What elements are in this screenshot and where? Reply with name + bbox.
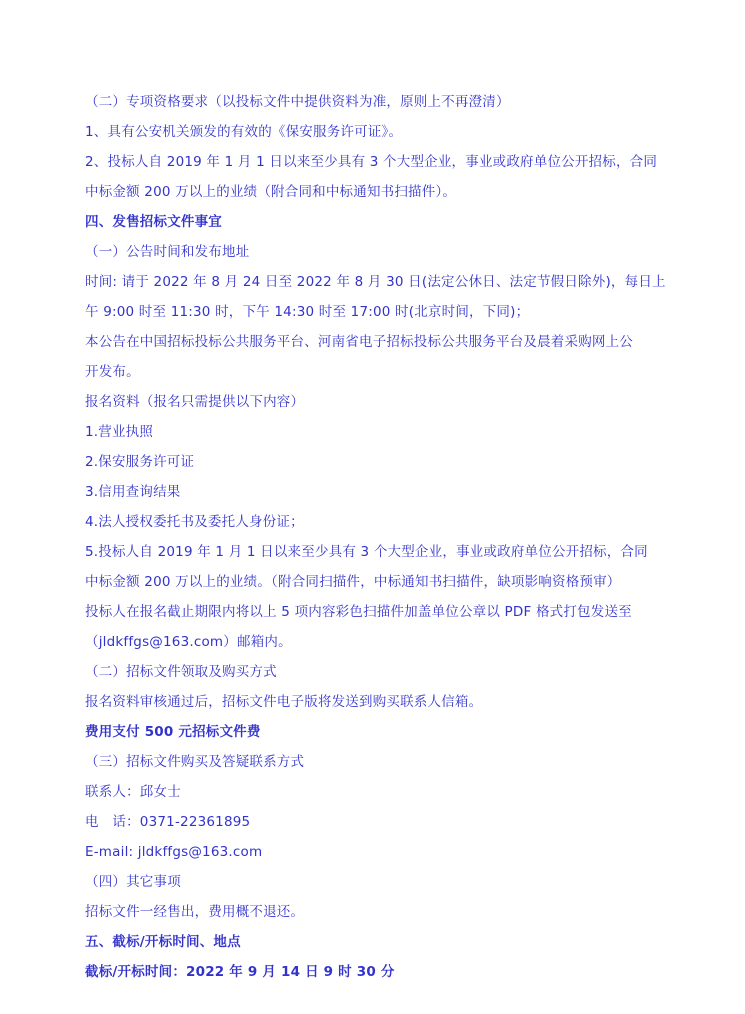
document-line: 1.营业执照: [85, 424, 154, 440]
document-line: （二）招标文件领取及购买方式: [85, 664, 277, 680]
document-line: 报名资料（报名只需提供以下内容）: [85, 394, 305, 410]
document-line: 开发布。: [85, 364, 140, 380]
document-line: E-mail: jldkffgs@163.com: [85, 844, 263, 860]
document-line: 中标金额 200 万以上的业绩（附合同和中标通知书扫描件）。: [85, 184, 457, 200]
document-line: （二）专项资格要求（以投标文件中提供资料为准，原则上不再澄清）: [85, 94, 510, 110]
document-line: （四）其它事项: [85, 874, 181, 890]
document-body: [85, 87, 687, 987]
document-line: 本公告在中国招标投标公共服务平台、河南省电子招标投标公共服务平台及晨着采购网上公: [85, 334, 633, 350]
document-line: 招标文件一经售出，费用概不退还。: [85, 904, 305, 920]
document-line: （jldkffgs@163.com）邮箱内。: [85, 634, 292, 650]
document-line: 3.信用查询结果: [85, 484, 181, 500]
document-line: 截标/开标时间：2022 年 9 月 14 日 9 时 30 分: [85, 964, 395, 980]
document-line: 电 话：0371-22361895: [85, 814, 251, 830]
document-line: 报名资料审核通过后，招标文件电子版将发送到购买联系人信箱。: [85, 694, 483, 710]
document-line: 中标金额 200 万以上的业绩。（附合同扫描件，中标通知书扫描件，缺项影响资格预审）: [85, 574, 621, 590]
document-line: （三）招标文件购买及答疑联系方式: [85, 754, 305, 770]
document-line: （一）公告时间和发布地址: [85, 244, 250, 260]
document-line: 时间: 请于 2022 年 8 月 24 日至 2022 年 8 月 30 日(法定公休日、法定节假日除外)，每日上: [85, 274, 666, 290]
document-line: 联系人：邱女士: [85, 784, 181, 800]
document-line: 2、投标人自 2019 年 1 月 1 日以来至少具有 3 个大型企业，事业或政府单位公开招标，合同: [85, 154, 658, 170]
document-line: 费用支付 500 元招标文件费: [85, 724, 261, 740]
document-line: 2.保安服务许可证: [85, 454, 195, 470]
document-line: 四、发售招标文件事宜: [85, 214, 222, 230]
document-line: 4.法人授权委托书及委托人身份证；: [85, 514, 304, 530]
document-line: 五、截标/开标时间、地点: [85, 934, 241, 950]
document-line: 5.投标人自 2019 年 1 月 1 日以来至少具有 3 个大型企业，事业或政府单位公开招标，合同: [85, 544, 648, 560]
document-line: 投标人在报名截止期限内将以上 5 项内容彩色扫描件加盖单位公章以 PDF 格式打包发送至: [85, 604, 632, 620]
document-line: 1、具有公安机关颁发的有效的《保安服务许可证》。: [85, 124, 403, 140]
document-line: 午 9:00 时至 11:30 时，下午 14:30 时至 17:00 时(北京时间，下同)；: [85, 304, 530, 320]
